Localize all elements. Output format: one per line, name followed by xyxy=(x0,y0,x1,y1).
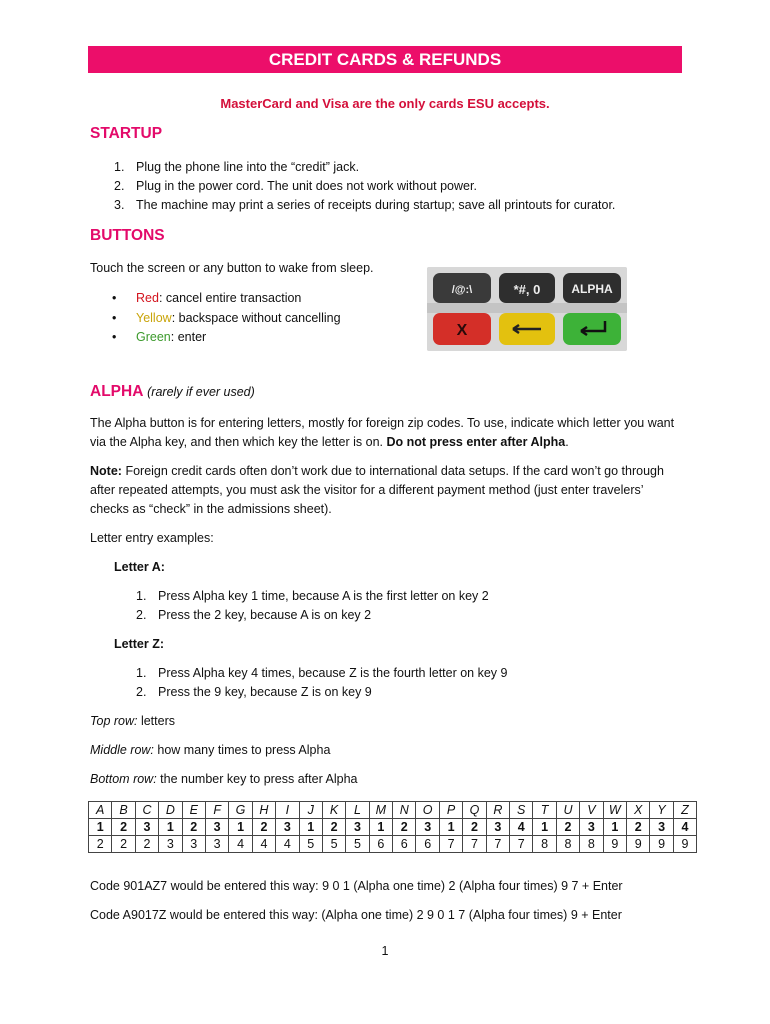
key-number-cell: 5 xyxy=(299,836,322,853)
key-number-cell: 5 xyxy=(322,836,345,853)
keypad-illustration xyxy=(427,267,627,351)
code-example-1: Code 901AZ7 would be entered this way: 9 0 1 (Alpha one time) 2 (Alpha four times) 9 7 + Enter xyxy=(90,879,623,893)
yellow-label: Yellow xyxy=(136,310,172,325)
press-count-cell: 2 xyxy=(182,819,205,836)
alpha-heading: ALPHA (rarely if ever used) xyxy=(90,383,255,400)
red-key-label: X xyxy=(456,322,468,339)
bottom-row-desc: Bottom row: the number key to press after Alpha xyxy=(90,772,358,786)
press-count-cell: 2 xyxy=(252,819,275,836)
list-item: • Red: cancel entire transaction xyxy=(112,291,302,305)
key-number-cell: 9 xyxy=(650,836,673,853)
press-count-cell: 3 xyxy=(416,819,439,836)
press-count-cell: 2 xyxy=(626,819,649,836)
key-number-cell: 4 xyxy=(276,836,299,853)
button-colors-list xyxy=(112,289,341,348)
key-number-cell: 8 xyxy=(556,836,579,853)
key-number-cell: 6 xyxy=(393,836,416,853)
letter-a-list xyxy=(136,587,489,625)
list-item: 2. Press the 2 key, because A is on key 2 xyxy=(136,608,372,622)
key-number-cell: 4 xyxy=(252,836,275,853)
alpha-intro-paragraph: The Alpha button is for entering letters, mostly for foreign zip codes. To use, indicate which letter you want via the Alpha key, and then which key the letter is on. Do not press enter after Alpha. xyxy=(90,416,675,449)
key-number-cell: 9 xyxy=(603,836,626,853)
letter-cell: Z xyxy=(673,802,696,819)
startup-heading: STARTUP xyxy=(90,125,163,142)
examples-intro: Letter entry examples: xyxy=(90,531,214,545)
letter-cell: E xyxy=(182,802,205,819)
list-item: 3. The machine may print a series of receipts during startup; save all printouts for curator. xyxy=(114,198,616,212)
table-row xyxy=(89,836,697,853)
letter-cell: F xyxy=(205,802,228,819)
key-number-cell: 3 xyxy=(205,836,228,853)
press-count-cell: 1 xyxy=(229,819,252,836)
letter-cell: V xyxy=(580,802,603,819)
key-number-cell: 4 xyxy=(229,836,252,853)
letter-cell: L xyxy=(346,802,369,819)
key-number-cell: 6 xyxy=(369,836,392,853)
key-number-cell: 7 xyxy=(439,836,462,853)
letter-cell: Q xyxy=(463,802,486,819)
press-count-cell: 1 xyxy=(439,819,462,836)
press-count-cell: 4 xyxy=(510,819,533,836)
buttons-heading: BUTTONS xyxy=(90,227,165,244)
letter-z-label: Letter Z: xyxy=(114,637,164,651)
buttons-intro: Touch the screen or any button to wake from sleep. xyxy=(90,261,374,275)
letter-cell: O xyxy=(416,802,439,819)
press-count-cell: 1 xyxy=(603,819,626,836)
letter-cell: C xyxy=(135,802,158,819)
press-count-cell: 3 xyxy=(276,819,299,836)
key-number-cell: 3 xyxy=(182,836,205,853)
key-number-cell: 6 xyxy=(416,836,439,853)
key-number-cell: 7 xyxy=(510,836,533,853)
star-key-label: *#, 0 xyxy=(513,282,541,297)
letter-cell: J xyxy=(299,802,322,819)
letter-cell: M xyxy=(369,802,392,819)
letter-a-label: Letter A: xyxy=(114,560,165,574)
keypad-photo xyxy=(427,267,627,351)
letter-cell: I xyxy=(276,802,299,819)
key-number-cell: 8 xyxy=(580,836,603,853)
key-number-cell: 9 xyxy=(626,836,649,853)
list-item: 1. Press Alpha key 1 time, because A is the first letter on key 2 xyxy=(136,589,489,603)
top-row-desc: Top row: letters xyxy=(90,714,175,728)
subtitle: MasterCard and Visa are the only cards ESU accepts. xyxy=(220,96,550,111)
alpha-heading-note: (rarely if ever used) xyxy=(147,385,255,399)
letter-cell: H xyxy=(252,802,275,819)
green-label: Green xyxy=(136,330,171,344)
letter-cell: K xyxy=(322,802,345,819)
press-count-cell: 2 xyxy=(556,819,579,836)
press-count-cell: 3 xyxy=(346,819,369,836)
letter-cell: U xyxy=(556,802,579,819)
press-count-cell: 1 xyxy=(369,819,392,836)
letter-cell: D xyxy=(159,802,182,819)
table-row xyxy=(89,819,697,836)
letter-cell: N xyxy=(393,802,416,819)
red-label: Red xyxy=(136,291,159,305)
table-row xyxy=(89,802,697,819)
letter-cell: T xyxy=(533,802,556,819)
press-count-cell: 1 xyxy=(299,819,322,836)
list-item: 2. Plug in the power cord. The unit does not work without power. xyxy=(114,179,477,193)
press-count-cell: 3 xyxy=(205,819,228,836)
code-example-2: Code A9017Z would be entered this way: (Alpha one time) 2 9 0 1 7 (Alpha four times) 9 + Enter xyxy=(90,908,622,922)
press-count-cell: 3 xyxy=(486,819,509,836)
page-title: CREDIT CARDS & REFUNDS xyxy=(88,46,682,73)
press-count-cell: 2 xyxy=(322,819,345,836)
key-number-cell: 2 xyxy=(89,836,112,853)
symbol-key-label: /@:\ xyxy=(451,284,473,296)
press-count-cell: 3 xyxy=(580,819,603,836)
press-count-cell: 4 xyxy=(673,819,696,836)
letter-cell: X xyxy=(626,802,649,819)
key-number-cell: 8 xyxy=(533,836,556,853)
list-item: • Yellow: backspace without cancelling xyxy=(112,310,341,325)
list-item: • Green: enter xyxy=(112,330,207,344)
middle-row-desc: Middle row: how many times to press Alpha xyxy=(90,743,331,757)
letter-cell: R xyxy=(486,802,509,819)
startup-list xyxy=(114,158,615,215)
note-paragraph: Note: Foreign credit cards often don’t work due to international data setups. If the card won’t go through after repeated attempts, you must ask the visitor for a different payment method (just enter travelers’ checks as “check” in the admissions sheet). xyxy=(90,464,664,516)
list-item: 2. Press the 9 key, because Z is on key 9 xyxy=(136,685,372,699)
press-count-cell: 1 xyxy=(159,819,182,836)
press-count-cell: 1 xyxy=(533,819,556,836)
key-number-cell: 7 xyxy=(486,836,509,853)
press-count-cell: 2 xyxy=(112,819,135,836)
key-number-cell: 7 xyxy=(463,836,486,853)
letter-z-list xyxy=(136,664,507,702)
letter-cell: A xyxy=(89,802,112,819)
letter-cell: Y xyxy=(650,802,673,819)
alpha-key-label: ALPHA xyxy=(571,282,613,296)
press-count-cell: 3 xyxy=(650,819,673,836)
letter-cell: P xyxy=(439,802,462,819)
key-number-cell: 9 xyxy=(673,836,696,853)
key-number-cell: 2 xyxy=(112,836,135,853)
press-count-cell: 3 xyxy=(135,819,158,836)
list-item: 1. Press Alpha key 4 times, because Z is the fourth letter on key 9 xyxy=(136,666,508,680)
alpha-key-table xyxy=(88,801,697,853)
key-number-cell: 2 xyxy=(135,836,158,853)
letter-cell: G xyxy=(229,802,252,819)
key-number-cell: 5 xyxy=(346,836,369,853)
page-number: 1 xyxy=(381,944,389,958)
letter-cell: B xyxy=(112,802,135,819)
key-number-cell: 3 xyxy=(159,836,182,853)
press-count-cell: 2 xyxy=(463,819,486,836)
press-count-cell: 2 xyxy=(393,819,416,836)
green-enter-key xyxy=(563,313,621,345)
letter-cell: S xyxy=(510,802,533,819)
press-count-cell: 1 xyxy=(89,819,112,836)
letter-cell: W xyxy=(603,802,626,819)
list-item: 1. Plug the phone line into the “credit” jack. xyxy=(114,160,360,174)
